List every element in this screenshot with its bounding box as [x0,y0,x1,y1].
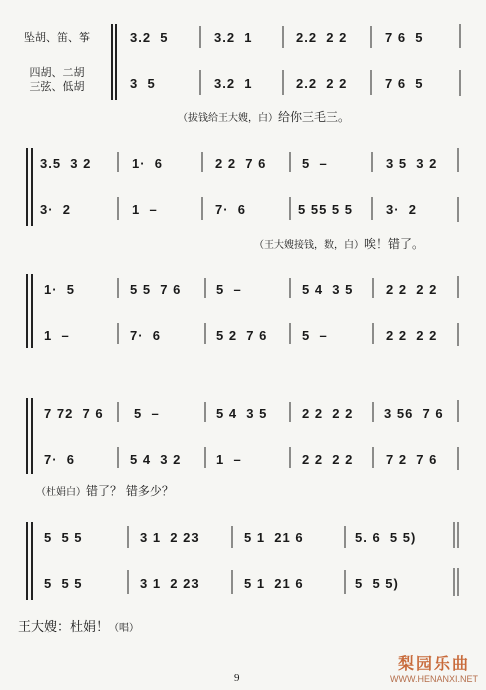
s3-lower-m4: 5 – [302,328,328,343]
s4-upper-m2: 5 – [134,406,160,421]
s1-upper-m2: 3.2 1 [214,30,253,45]
instrument-label-upper: 坠胡、笛、筝 [24,31,90,44]
s4-lower-m5: 7 2 7 6 [386,452,438,467]
s2-upper-m3: 2 2 7 6 [215,156,267,171]
s3-lower-m5: 2 2 2 2 [386,328,438,343]
s2-lower-m5: 3· 2 [386,202,418,217]
s1-upper-m4: 7 6 5 [385,30,424,45]
s5-upper-m3: 5 1 21 6 [244,530,304,545]
watermark-title: 梨园乐曲 [397,654,470,673]
s5-upper-m4: 5. 6 5 5) [355,530,417,545]
s5-lower-m4: 5 5 5) [355,576,399,591]
page-number: 9 [234,672,240,684]
s4-upper-m5: 3 56 7 6 [384,406,444,421]
s2-upper-m1: 3.5 3 2 [40,156,92,171]
s2-upper-m4: 5 – [302,156,328,171]
s1-upper-m1: 3.2 5 [130,30,169,45]
s2-lower-m4: 5 55 5 5 [298,202,353,217]
caption-2: （王大嫂接钱，数，白）唉！错了。 [254,237,425,251]
s5-upper-m1: 5 5 5 [44,530,83,545]
s2-lower-m3: 7· 6 [215,202,247,217]
s1-lower-m1: 3 5 [130,76,156,91]
s2-lower-m1: 3· 2 [40,202,72,217]
s4-upper-m4: 2 2 2 2 [302,406,354,421]
s3-upper-m1: 1· 5 [44,282,76,297]
watermark-logo [390,651,478,684]
s4-upper-m3: 5 4 3 5 [216,406,268,421]
s1-lower-m2: 3.2 1 [214,76,253,91]
s5-upper-m2: 3 1 2 23 [140,530,200,545]
s4-lower-m2: 5 4 3 2 [130,452,182,467]
s2-upper-m2: 1· 6 [132,156,164,171]
s1-upper-m3: 2.2 2 2 [296,30,348,45]
s4-lower-m4: 2 2 2 2 [302,452,354,467]
s3-upper-m5: 2 2 2 2 [386,282,438,297]
s5-lower-m3: 5 1 21 6 [244,576,304,591]
s5-lower-m1: 5 5 5 [44,576,83,591]
s3-lower-m2: 7· 6 [130,328,162,343]
s3-lower-m3: 5 2 7 6 [216,328,268,343]
s4-lower-m3: 1 – [216,452,242,467]
caption-1: （拔钱给王大嫂，白）给你三毛三。 [178,110,351,124]
s3-lower-m1: 1 – [44,328,70,343]
s4-lower-m1: 7· 6 [44,452,76,467]
s5-lower-m2: 3 1 2 23 [140,576,200,591]
s3-upper-m3: 5 – [216,282,242,297]
caption-3: （杜娟白）错了？ 错多少？ [36,484,174,498]
s1-lower-m3: 2.2 2 2 [296,76,348,91]
s1-lower-m4: 7 6 5 [385,76,424,91]
s2-lower-m2: 1 – [132,202,158,217]
watermark-url: WWW.HENANXI.NET [390,674,478,684]
instrument-label-lower: 四胡、二胡 三弦、低胡 [29,66,85,93]
s2-upper-m5: 3 5 3 2 [386,156,438,171]
s3-upper-m2: 5 5 7 6 [130,282,182,297]
caption-4: 王大嫂：杜娟！（唱） [18,620,140,635]
s3-upper-m4: 5 4 3 5 [302,282,354,297]
s4-upper-m1: 7 72 7 6 [44,406,104,421]
